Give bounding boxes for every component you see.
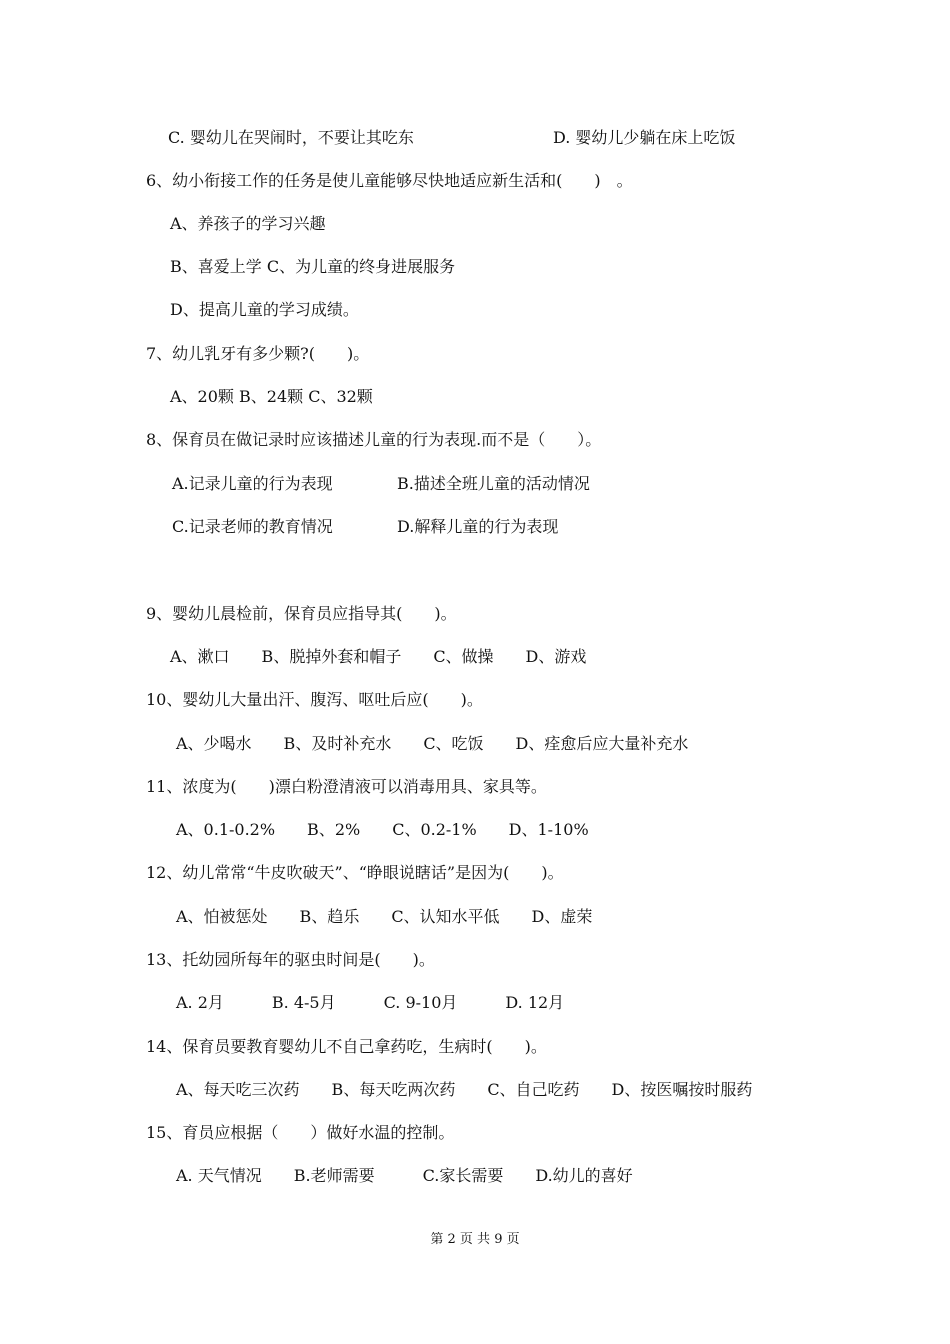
q12-stem: 12、幼儿常常“牛皮吹破天”、“睁眼说瞎话”是因为( )。 [146,863,564,882]
q7-options: A、20颗 B、24颗 C、32颗 [170,387,373,406]
q14-stem: 14、保育员要教育婴幼儿不自己拿药吃，生病时( )。 [146,1037,547,1056]
q8-stem: 8、保育员在做记录时应该描述儿童的行为表现.而不是（ ）。 [146,430,602,449]
q15-options: A. 天气情况 B.老师需要 C.家长需要 D.幼儿的喜好 [176,1166,633,1185]
q15-stem: 15、育员应根据（ ）做好水温的控制。 [146,1123,455,1142]
q14-options: A、每天吃三次药 B、每天吃两次药 C、自己吃药 D、按医嘱按时服药 [176,1080,753,1099]
q8-option-c: C.记录老师的教育情况 [172,517,333,536]
q13-options: A. 2月 B. 4-5月 C. 9-10月 D. 12月 [176,993,565,1012]
q12-options: A、怕被惩处 B、趋乐 C、认知水平低 D、虚荣 [176,907,593,926]
q10-stem: 10、婴幼儿大量出汗、腹泻、呕吐后应( )。 [146,690,483,709]
q5-option-c: C. 婴幼儿在哭闹时，不要让其吃东 [168,128,414,147]
q5-option-d: D. 婴幼儿少躺在床上吃饭 [553,128,736,147]
page-footer: 第 2 页 共 9 页 [430,1232,520,1247]
q9-options: A、漱口 B、脱掉外套和帽子 C、做操 D、游戏 [170,647,587,666]
q6-option-d: D、提高儿童的学习成绩。 [170,300,359,319]
q7-stem: 7、幼儿乳牙有多少颗?( )。 [146,344,370,363]
q6-stem: 6、幼小衔接工作的任务是使儿童能够尽快地适应新生活和( ) 。 [146,171,633,190]
q8-option-d: D.解释儿童的行为表现 [397,517,559,536]
q11-options: A、0.1-0.2% B、2% C、0.2-1% D、1-10% [176,820,589,839]
q8-option-b: B.描述全班儿童的活动情况 [397,474,590,493]
q11-stem: 11、浓度为( )漂白粉澄清液可以消毒用具、家具等。 [146,777,547,796]
q8-option-a: A.记录儿童的行为表现 [172,474,333,493]
q10-options: A、少喝水 B、及时补充水 C、吃饭 D、痊愈后应大量补充水 [176,734,689,753]
q6-option-bc: B、喜爱上学 C、为儿童的终身进展服务 [170,257,456,276]
q6-option-a: A、养孩子的学习兴趣 [170,214,326,233]
q13-stem: 13、托幼园所每年的驱虫时间是( )。 [146,950,435,969]
q9-stem: 9、婴幼儿晨检前，保育员应指导其( )。 [146,604,457,623]
